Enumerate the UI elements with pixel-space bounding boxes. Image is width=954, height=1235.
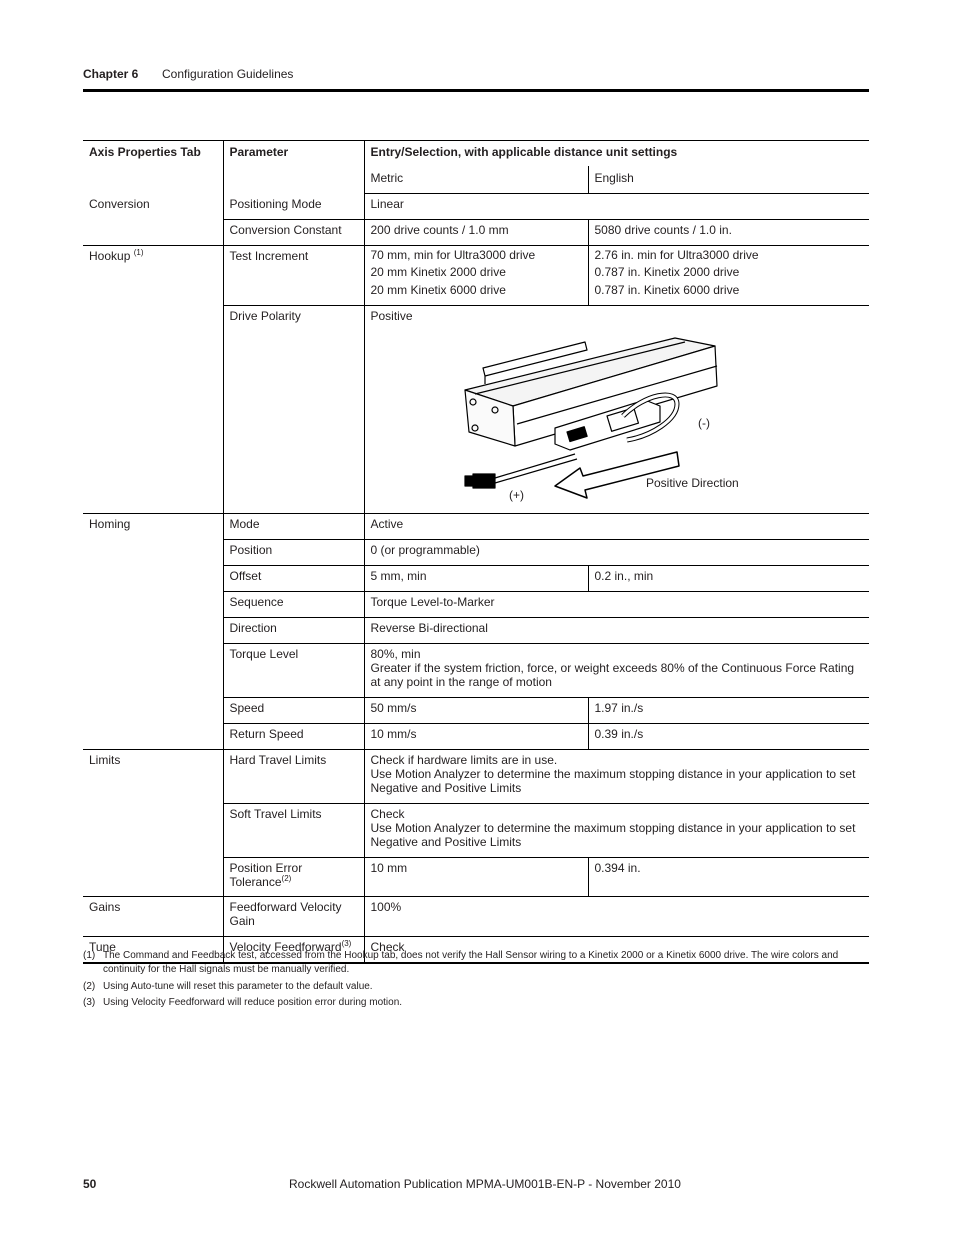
table-row [83, 245, 869, 305]
value-direction: Reverse Bi-directional [364, 617, 869, 643]
footnote-1-text: The Command and Feedback test, accessed from the Hookup tab, does not verify the Hall Sensor wiring to a Kinetix 2000 or a Kinetix 6000 drive. The wire colors and continuity for the Hall signals must be manually verified. [103, 950, 839, 975]
value-position: 0 (or programmable) [364, 539, 869, 565]
drive-polarity-value: Positive [370, 308, 413, 323]
footnote-2-text: Using Auto-tune will reset this parameter to the default value. [103, 981, 373, 992]
running-header [83, 67, 294, 81]
page-number: 50 [83, 1177, 97, 1191]
param-conversion-constant: Conversion Constant [223, 219, 364, 245]
tab-homing: Homing [83, 513, 223, 749]
param-feedforward-velocity-gain: Feedforward Velocity Gain [223, 896, 364, 936]
col-entry: Entry/Selection, with applicable distance unit settings [364, 141, 869, 167]
param-positioning-mode: Positioning Mode [223, 194, 364, 220]
direction-label: Positive Direction [645, 475, 739, 490]
english-kinetix6000: 0.787 in. Kinetix 6000 drive [594, 282, 740, 297]
col-english: English [588, 166, 869, 194]
chapter-label: Chapter 6 [83, 67, 139, 81]
value-speed-metric: 50 mm/s [364, 697, 588, 723]
footnote-3-number: (3) [83, 997, 96, 1008]
english-ultra3000: 2.76 in. min for Ultra3000 drive [594, 247, 759, 262]
hard-travel-note: Use Motion Analyzer to determine the maximum stopping distance in your application to set Negative and Positive Limits [370, 766, 856, 795]
tab-hookup [83, 245, 223, 513]
value-return-speed-metric: 10 mm/s [364, 723, 588, 749]
hard-travel-check: Check if hardware limits are in use. [370, 752, 558, 767]
linear-actuator-figure [455, 328, 835, 508]
param-position-error-tolerance [223, 857, 364, 896]
position-error-line2 [230, 875, 358, 889]
minus-label: (-) [697, 415, 710, 430]
positive-direction-arrow [555, 452, 679, 498]
col-parameter: Parameter [223, 141, 364, 194]
value-velocity-feedforward: Check [364, 936, 869, 963]
metric-kinetix2000: 20 mm Kinetix 2000 drive [370, 265, 506, 279]
param-hard-travel-limits: Hard Travel Limits [223, 749, 364, 803]
param-soft-travel-limits: Soft Travel Limits [223, 803, 364, 857]
value-mode: Active [364, 513, 869, 539]
value-sequence: Torque Level-to-Marker [364, 591, 869, 617]
param-sequence: Sequence [223, 591, 364, 617]
footnote-1-number: (1) [83, 950, 96, 961]
param-drive-polarity: Drive Polarity [223, 305, 364, 513]
value-torque-level [364, 643, 869, 697]
value-positioning-mode: Linear [364, 194, 869, 220]
footnote-ref-1: (1) [133, 247, 144, 257]
value-test-increment-english [588, 245, 869, 305]
param-return-speed: Return Speed [223, 723, 364, 749]
tab-limits: Limits [83, 749, 223, 896]
footnote-3-text: Using Velocity Feedforward will reduce position error during motion. [103, 997, 403, 1008]
table-header-row [83, 141, 869, 167]
col-metric: Metric [364, 166, 588, 194]
value-hard-travel-limits [364, 749, 869, 803]
footnote-2-number: (2) [83, 981, 96, 992]
footnote-ref-3: (3) [341, 938, 352, 948]
col-axis-tab: Axis Properties Tab [83, 141, 223, 194]
table-row [83, 749, 869, 803]
value-conversion-constant-english: 5080 drive counts / 1.0 in. [588, 219, 869, 245]
tab-gains: Gains [83, 896, 223, 936]
table-row [83, 513, 869, 539]
param-offset: Offset [223, 565, 364, 591]
section-title: Configuration Guidelines [162, 67, 294, 81]
position-error-tolerance-label: Tolerance [229, 874, 282, 889]
english-kinetix2000: 0.787 in. Kinetix 2000 drive [594, 265, 740, 279]
torque-level-min: 80%, min [370, 646, 421, 661]
param-speed: Speed [223, 697, 364, 723]
table-row [83, 194, 869, 220]
header-rule [83, 89, 869, 92]
value-speed-english: 1.97 in./s [588, 697, 869, 723]
soft-travel-check: Check [370, 806, 405, 821]
metric-kinetix6000: 20 mm Kinetix 6000 drive [370, 282, 506, 297]
configuration-table [83, 140, 869, 964]
value-drive-polarity [364, 305, 869, 513]
tab-conversion: Conversion [83, 194, 223, 246]
param-position: Position [223, 539, 364, 565]
torque-level-note: Greater if the system friction, force, or weight exceeds 80% of the Continuous Force Rating at any point in the range of motion [370, 660, 855, 689]
footnote-ref-2: (2) [281, 873, 292, 883]
connector-plug [473, 474, 495, 488]
publication-info: Rockwell Automation Publication MPMA-UM001B-EN-P - November 2010 [289, 1177, 681, 1191]
value-position-error-metric: 10 mm [364, 857, 588, 896]
param-direction: Direction [223, 617, 364, 643]
param-mode: Mode [223, 513, 364, 539]
value-soft-travel-limits [364, 803, 869, 857]
value-offset-english: 0.2 in., min [588, 565, 869, 591]
value-test-increment-metric [364, 245, 588, 305]
position-error-line1: Position Error [229, 860, 303, 875]
tab-hookup-label: Hookup [89, 248, 131, 263]
metric-ultra3000: 70 mm, min for Ultra3000 drive [370, 247, 536, 262]
value-position-error-english: 0.394 in. [588, 857, 869, 896]
value-conversion-constant-metric: 200 drive counts / 1.0 mm [364, 219, 588, 245]
param-torque-level: Torque Level [223, 643, 364, 697]
tab-tune: Tune [83, 936, 223, 963]
plus-label: (+) [508, 487, 524, 502]
soft-travel-note: Use Motion Analyzer to determine the maximum stopping distance in your application to set Negative and Positive Limits [370, 820, 856, 849]
value-offset-metric: 5 mm, min [364, 565, 588, 591]
velocity-feedforward-label: Velocity Feedforward [229, 939, 342, 954]
param-test-increment: Test Increment [223, 245, 364, 305]
value-feedforward-velocity-gain: 100% [364, 896, 869, 936]
table-row [83, 896, 869, 936]
value-return-speed-english: 0.39 in./s [588, 723, 869, 749]
